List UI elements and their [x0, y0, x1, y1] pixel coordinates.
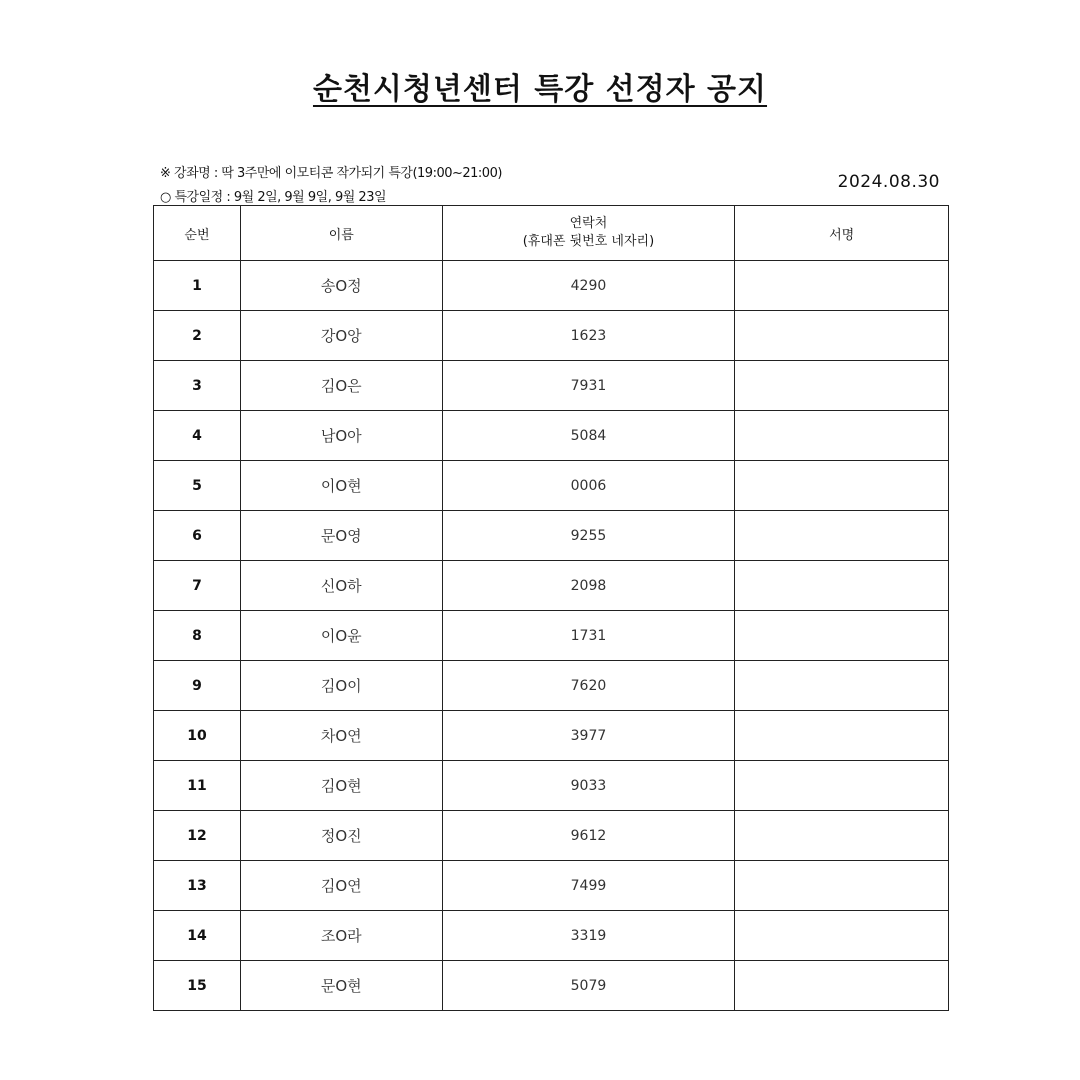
phone-last4: 3977: [442, 711, 735, 761]
table-row: [154, 861, 949, 911]
table-row: [154, 611, 949, 661]
participant-name: 차O연: [240, 711, 442, 761]
row-number: 10: [154, 711, 241, 761]
phone-last4: 1623: [442, 311, 735, 361]
row-number: 14: [154, 911, 241, 961]
row-number: 13: [154, 861, 241, 911]
signature-cell: [735, 661, 949, 711]
header-name: 이름: [240, 206, 442, 261]
participant-name: 김O현: [240, 761, 442, 811]
signature-cell: [735, 261, 949, 311]
signature-cell: [735, 561, 949, 611]
participant-name: 김O은: [240, 361, 442, 411]
table-row: [154, 261, 949, 311]
participant-name: 송O정: [240, 261, 442, 311]
signature-cell: [735, 461, 949, 511]
participant-name: 김O연: [240, 861, 442, 911]
row-number: 4: [154, 411, 241, 461]
table-row: [154, 311, 949, 361]
signature-cell: [735, 811, 949, 861]
signature-cell: [735, 511, 949, 561]
phone-last4: 5079: [442, 961, 735, 1011]
schedule-line: ○ 특강일정 : 9월 2일, 9월 9일, 9월 23일: [160, 190, 387, 205]
header-contact-line2: (휴대폰 뒷번호 네자리): [522, 234, 655, 249]
row-number: 1: [154, 261, 241, 311]
table-row: [154, 711, 949, 761]
table-row: [154, 811, 949, 861]
table-row: [154, 661, 949, 711]
row-number: 3: [154, 361, 241, 411]
signature-cell: [735, 911, 949, 961]
participant-name: 문O영: [240, 511, 442, 561]
phone-last4: 5084: [442, 411, 735, 461]
title-text: 순천시청년센터 특강 선정자 공지: [312, 72, 768, 107]
phone-last4: 7931: [442, 361, 735, 411]
row-number: 8: [154, 611, 241, 661]
phone-last4: 3319: [442, 911, 735, 961]
phone-last4: 9255: [442, 511, 735, 561]
table-header-row: [154, 206, 949, 261]
phone-last4: 7499: [442, 861, 735, 911]
participant-name: 이O현: [240, 461, 442, 511]
signature-cell: [735, 411, 949, 461]
selected-participants-table: [153, 205, 949, 1011]
signature-cell: [735, 361, 949, 411]
header-contact-line1: 연락처: [569, 216, 608, 231]
table-row: [154, 361, 949, 411]
signature-cell: [735, 711, 949, 761]
header-contact: [442, 206, 735, 261]
row-number: 2: [154, 311, 241, 361]
participant-name: 문O현: [240, 961, 442, 1011]
signature-cell: [735, 761, 949, 811]
header-signature: 서명: [735, 206, 949, 261]
course-name-line: ※ 강좌명 : 딱 3주만에 이모티콘 작가되기 특강(19:00~21:00): [160, 166, 502, 181]
participant-name: 신O하: [240, 561, 442, 611]
table-row: [154, 561, 949, 611]
participant-name: 강O앙: [240, 311, 442, 361]
phone-last4: 4290: [442, 261, 735, 311]
phone-last4: 7620: [442, 661, 735, 711]
participant-name: 남O아: [240, 411, 442, 461]
phone-last4: 9612: [442, 811, 735, 861]
page-title: [0, 64, 1080, 108]
table-row: [154, 411, 949, 461]
table-row: [154, 911, 949, 961]
participant-name: 김O이: [240, 661, 442, 711]
signature-cell: [735, 861, 949, 911]
table-row: [154, 761, 949, 811]
participant-name: 이O윤: [240, 611, 442, 661]
row-number: 12: [154, 811, 241, 861]
participant-name: 정O진: [240, 811, 442, 861]
row-number: 9: [154, 661, 241, 711]
table-row: [154, 461, 949, 511]
row-number: 5: [154, 461, 241, 511]
table-row: [154, 511, 949, 561]
row-number: 6: [154, 511, 241, 561]
notice-date: 2024.08.30: [837, 172, 940, 192]
phone-last4: 9033: [442, 761, 735, 811]
row-number: 7: [154, 561, 241, 611]
phone-last4: 1731: [442, 611, 735, 661]
table-row: [154, 961, 949, 1011]
signature-cell: [735, 961, 949, 1011]
phone-last4: 0006: [442, 461, 735, 511]
header-no: 순번: [154, 206, 241, 261]
participant-name: 조O라: [240, 911, 442, 961]
signature-cell: [735, 611, 949, 661]
phone-last4: 2098: [442, 561, 735, 611]
signature-cell: [735, 311, 949, 361]
row-number: 11: [154, 761, 241, 811]
row-number: 15: [154, 961, 241, 1011]
